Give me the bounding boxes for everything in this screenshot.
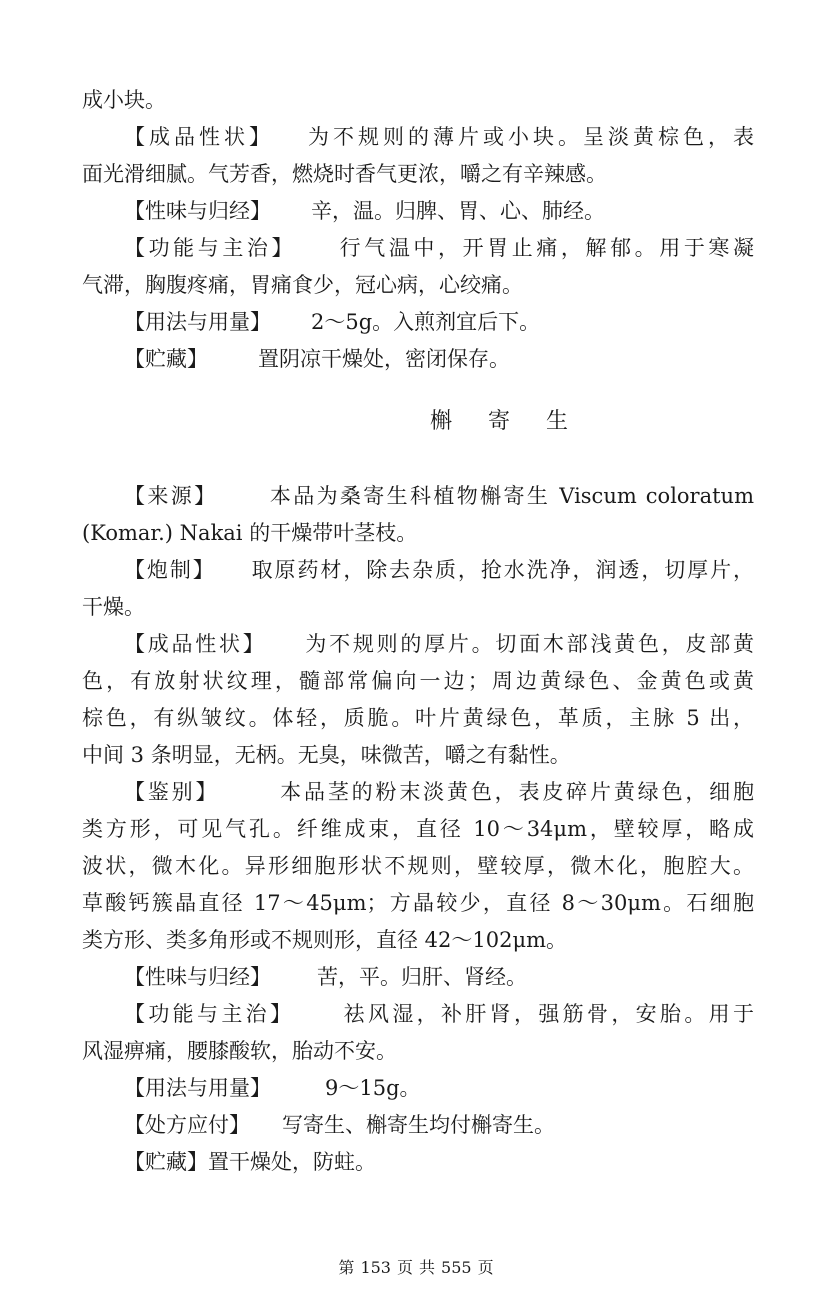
section-previous-herb xyxy=(82,82,754,378)
field-label: 【功能与主治】 xyxy=(124,236,297,260)
text-line: 成小块。 xyxy=(82,88,166,112)
text-line: 【鉴别】 本品茎的粉末淡黄色，表皮碎片黄绿色，细胞 xyxy=(124,780,755,804)
field-label: 【性味与归经】 xyxy=(124,199,271,223)
text-line: 干燥。 xyxy=(82,595,145,619)
text-line: 中间 3 条明显，无柄。无臭，味微苦，嚼之有黏性。 xyxy=(82,743,571,767)
field-label: 【炮制】 xyxy=(124,558,216,582)
field-label: 【功能与主治】 xyxy=(124,1002,295,1026)
field-label: 【鉴别】 xyxy=(124,780,220,804)
text-line: 类方形，可见气孔。纤维成束，直径 10～34μm，壁较厚，略成 xyxy=(82,817,754,841)
field-label: 【用法与用量】 xyxy=(124,310,271,334)
section-hujisheng xyxy=(82,478,754,1181)
text-line: 【用法与用量】 9～15g。 xyxy=(124,1076,421,1100)
field-label: 【成品性状】 xyxy=(124,125,274,149)
text-line: (Komar.) Nakai 的干燥带叶茎枝。 xyxy=(82,521,418,545)
text-line: 色，有放射状纹理，髓部常偏向一边；周边黄绿色、金黄色或黄 xyxy=(82,669,754,693)
field-label: 【用法与用量】 xyxy=(124,1076,271,1100)
text-line: 类方形、类多角形或不规则形，直径 42～102μm。 xyxy=(82,928,568,952)
herb-title: 槲 寄 生 xyxy=(430,409,569,434)
text-line: 面光滑细腻。气芳香，燃烧时香气更浓，嚼之有辛辣感。 xyxy=(82,162,607,186)
text-line: 棕色，有纵皱纹。体轻，质脆。叶片黄绿色，革质，主脉 5 出， xyxy=(82,706,754,730)
text-line: 【贮藏】 置阴凉干燥处，密闭保存。 xyxy=(124,347,510,371)
text-line: 【用法与用量】 2～5g。入煎剂宜后下。 xyxy=(124,310,541,334)
text-line: 【来源】 本品为桑寄生科植物槲寄生 Viscum coloratum xyxy=(124,484,754,508)
text-line: 【性味与归经】 苦，平。归肝、肾经。 xyxy=(124,965,527,989)
total-page-count: 555 xyxy=(441,1258,472,1277)
field-label: 【贮藏】 xyxy=(124,1150,208,1174)
text-line: 【贮藏】置干燥处，防蛀。 xyxy=(124,1150,376,1174)
text-line: 【性味与归经】 辛，温。归脾、胃、心、肺经。 xyxy=(124,199,605,223)
page-footer: 第 153 页 共 555 页 xyxy=(338,1258,494,1277)
current-page-number: 153 xyxy=(360,1258,391,1277)
text-line: 【成品性状】 为不规则的厚片。切面木部浅黄色，皮部黄 xyxy=(124,632,755,656)
text-line: 波状，微木化。异形细胞形状不规则，壁较厚，微木化，胞腔大。 xyxy=(82,854,754,878)
text-line: 【炮制】 取原药材，除去杂质，抢水洗净，润透，切厚片， xyxy=(124,558,755,582)
field-label: 【处方应付】 xyxy=(124,1113,250,1137)
text-line: 风湿痹痛，腰膝酸软，胎动不安。 xyxy=(82,1039,397,1063)
field-label: 【性味与归经】 xyxy=(124,965,271,989)
text-line: 【功能与主治】 祛风湿，补肝肾，强筋骨，安胎。用于 xyxy=(124,1002,755,1026)
text-line: 气滞，胸腹疼痛，胃痛食少，冠心病，心绞痛。 xyxy=(82,273,523,297)
field-label: 【贮藏】 xyxy=(124,347,208,371)
field-label: 【成品性状】 xyxy=(124,632,267,656)
text-line: 【处方应付】 写寄生、槲寄生均付槲寄生。 xyxy=(124,1113,555,1137)
field-label: 【来源】 xyxy=(124,484,218,508)
text-line: 【功能与主治】 行气温中，开胃止痛，解郁。用于寒凝 xyxy=(124,236,755,260)
text-line: 草酸钙簇晶直径 17～45μm；方晶较少，直径 8～30μm。石细胞 xyxy=(82,891,754,915)
text-line: 【成品性状】 为不规则的薄片或小块。呈淡黄棕色，表 xyxy=(124,125,754,149)
